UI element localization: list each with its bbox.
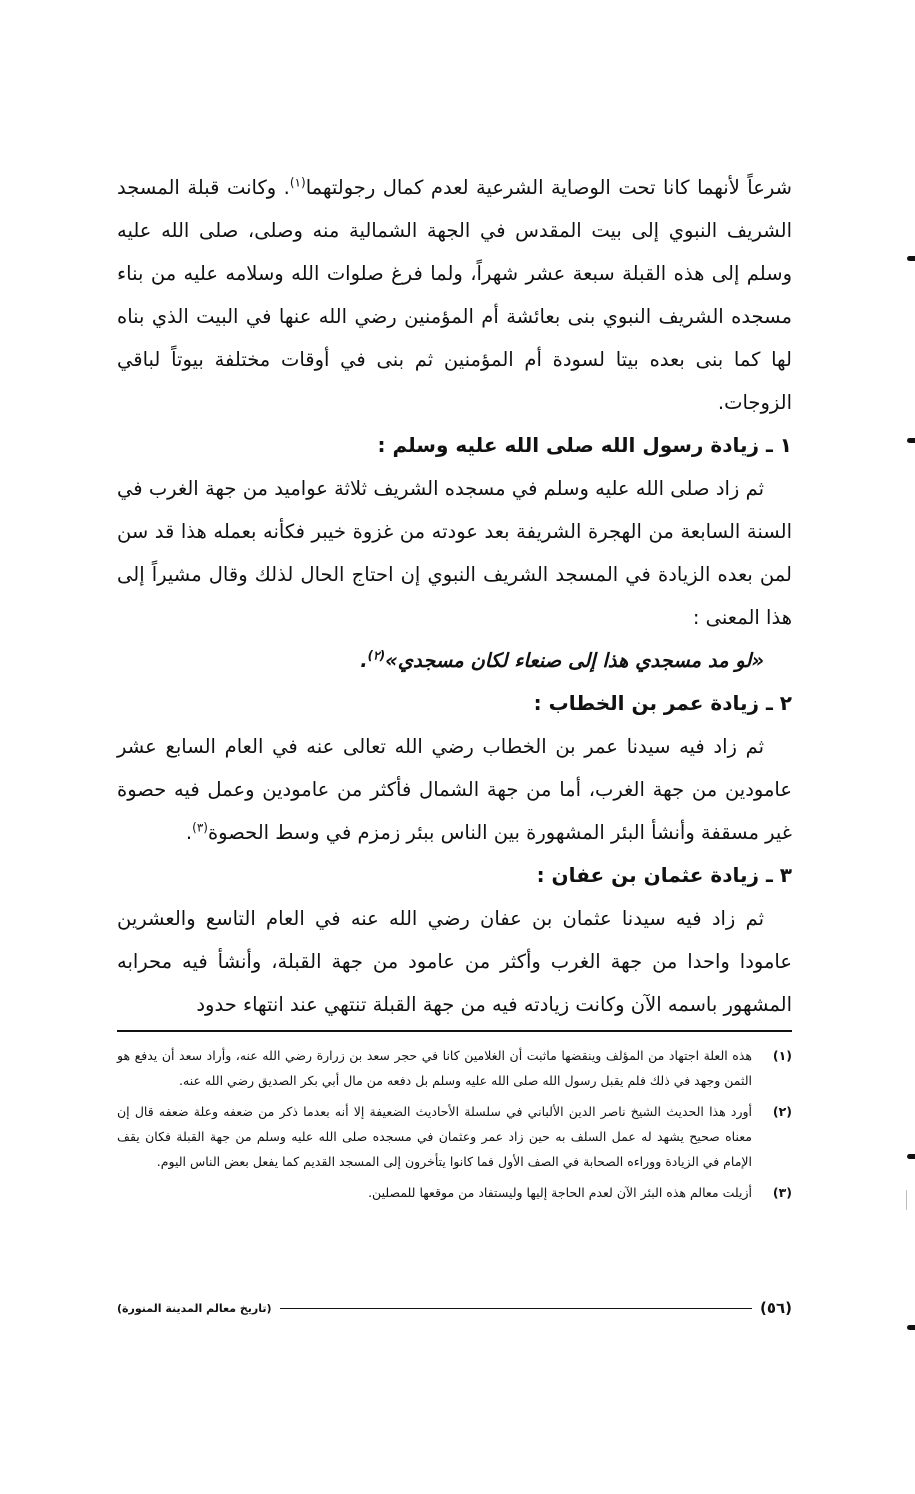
footnote-ref-1: (١)	[289, 175, 306, 190]
page-number: (٥٦)	[759, 1299, 792, 1317]
footnote-text: هذه العلة اجتهاد من المؤلف وينقضها ماثبت أن الغلامين كانا في حجر سعد بن زرارة رضي الله عنه، وأراد سعد أن يدفع هو الثمن وجهد في ذلك فلم يقبل رسول الله صلى الله عليه وسلم بل دفعه من مال أبي بكر الصديق رضي الله عنه.	[117, 1048, 752, 1088]
scan-artifact-line	[906, 1190, 907, 1210]
footnote-ref-3: (٣)	[192, 820, 208, 835]
footnote-1	[117, 1043, 792, 1093]
footnote-2	[117, 1099, 792, 1174]
footnote-number: (١)	[772, 1048, 792, 1063]
footnote-text: أزيلت معالم هذه البئر الآن لعدم الحاجة إليها وليستفاد من موقعها للمصلين.	[368, 1185, 752, 1200]
section-heading-1: ١ ـ زيادة رسول الله صلى الله عليه وسلم :	[377, 433, 792, 457]
footer-rule	[280, 1308, 752, 1309]
section-heading-2: ٢ ـ زيادة عمر بن الخطاب :	[533, 691, 792, 715]
footnotes	[117, 1043, 792, 1211]
main-text	[117, 166, 792, 1026]
section-body-2-text: ثم زاد فيه سيدنا عمر بن الخطاب رضي الله تعالى عنه في العام السابع عشر عامودين من جهة الغرب، أما من جهة الشمال فأكثر من عامودين وعمل فيه حصوة غير مسقفة وأنشأ البئر المشهورة بين الناس ببئر زمزم في وسط الحصوة	[117, 735, 792, 844]
scan-edge-mark	[907, 256, 915, 261]
footnote-number: (٣)	[772, 1185, 792, 1200]
hadith-quote-text: «لو مد مسجدي هذا إلى صنعاء لكان مسجدي»	[385, 649, 764, 672]
section-heading-3: ٣ ـ زيادة عثمان بن عفان :	[536, 863, 792, 887]
footnote-ref-2: (٢)	[367, 648, 386, 663]
footnote-3	[117, 1180, 792, 1205]
section-body-3: ثم زاد فيه سيدنا عثمان بن عفان رضي الله عنه في العام التاسع والعشرين عامودا واحدا من جهة الغرب وأكثر من عامود من جهة القبلة، وأنشأ فيه محرابه المشهور باسمه الآن وكانت زيادته فيه من جهة القبلة تنتهي عند انتهاء حدود	[117, 907, 792, 1016]
footnote-text: أورد هذا الحديث الشيخ ناصر الدين الألباني في سلسلة الأحاديث الضعيفة إلا أنه بعدما ذكر من ضعفه وعلة ضعفه قال إن معناه صحيح يشهد له عمل السلف به حين زاد عمر وعثمان في مسجده صلى الله عليه وسلم من جهة القبلة فكان يقف الإمام في الزيادة ووراءه الصحابة في الصف الأول فما كانوا يتأخرون إلى المسجد القديم كما يفعل بعض الناس اليوم.	[117, 1104, 752, 1169]
intro-paragraph	[117, 166, 792, 424]
intro-text-part2: . وكانت قبلة المسجد الشريف النبوي إلى بيت المقدس في الجهة الشمالية منه وصلى، صلى الله عليه وسلم إلى هذه القبلة سبعة عشر شهراً، ولما فرغ صلوات الله وسلامه عليه من بناء مسجده الشريف النبوي بنى بعائشة أم المؤمنين رضي الله عنها في البيت الذي بناه لها كما بنى بعده بيتا لسودة أم المؤمنين ثم بنى في أوقات مختلفة بيوتاً لباقي الزوجات.	[117, 176, 792, 414]
intro-text-part1: شرعاً لأنهما كانا تحت الوصاية الشرعية لعدم كمال رجولتهما	[305, 176, 792, 199]
scan-edge-mark	[907, 438, 915, 443]
section-body-1: ثم زاد صلى الله عليه وسلم في مسجده الشريف ثلاثة عواميد من جهة الغرب في السنة السابعة من الهجرة الشريفة بعد عودته من غزوة خيبر فكأنه بعمله هذا قد سن لمن بعده الزيادة في المسجد الشريف النبوي إن احتاج الحال لذلك وقال مشيراً إلى هذا المعنى :	[117, 477, 792, 629]
page-footer	[117, 1297, 792, 1319]
footnote-separator	[117, 1030, 792, 1032]
section-body-2-end: .	[185, 821, 193, 844]
footnote-number: (٢)	[772, 1104, 792, 1119]
scan-edge-mark	[907, 1325, 915, 1330]
section-body-2	[117, 725, 792, 854]
hadith-quote-end: .	[360, 649, 368, 672]
hadith-quote	[117, 639, 792, 682]
scan-edge-mark	[907, 1154, 915, 1159]
running-book-title: (تاريخ معالم المدينة المنورة)	[117, 1301, 272, 1315]
